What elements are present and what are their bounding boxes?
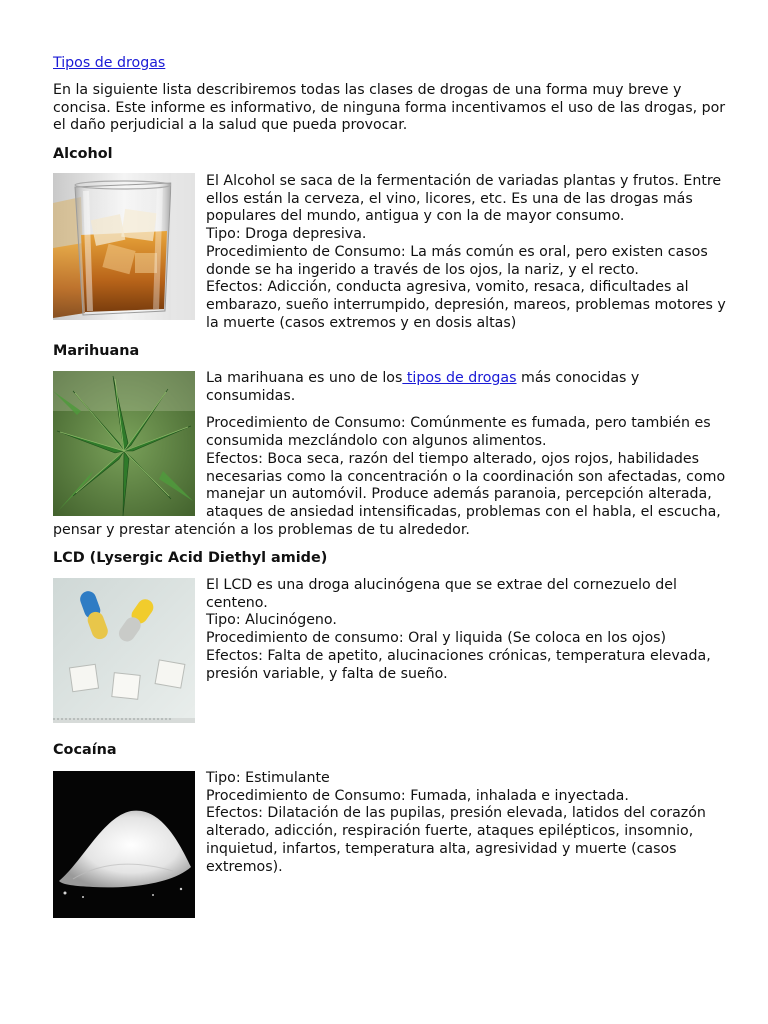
- alcohol-line: El Alcohol se saca de la fermentación de variadas plantas y frutos. Entre: [206, 173, 722, 189]
- alcohol-text: [206, 173, 726, 332]
- lcd-line: centeno.: [206, 594, 268, 611]
- cocaina-text: [206, 770, 718, 876]
- marihuana-intro-line: consumidas.: [206, 387, 296, 404]
- cocaina-line: extremos).: [206, 858, 283, 875]
- marihuana-line: Efectos: Boca seca, razón del tiempo alterado, ojos rojos, habilidades: [206, 450, 699, 467]
- cocaina-heading: Cocaína: [53, 742, 117, 758]
- paragraph-gap: [206, 405, 718, 415]
- lcd-line: Efectos: Falta de apetito, alucinaciones crónicas, temperatura elevada,: [206, 647, 711, 664]
- intro-line: el daño perjudicial a la salud que pueda provocar.: [53, 117, 408, 134]
- lcd-image: [53, 578, 195, 723]
- alcohol-line: Tipo: Droga depresiva.: [206, 226, 367, 243]
- intro-line: En la siguiente lista describiremos todas las clases de drogas de una forma muy breve y: [53, 82, 682, 98]
- alcohol-line: donde se ha ingerido a través de los ojos, la nariz, y el recto.: [206, 261, 639, 278]
- alcohol-heading: Alcohol: [53, 146, 113, 162]
- lcd-line: Tipo: Alucinógeno.: [206, 612, 337, 629]
- marihuana-intro-text: La marihuana es uno de los: [206, 370, 403, 386]
- marihuana-line: manejar un automóvil. Produce además paranoia, percepción alterada,: [206, 486, 712, 503]
- marihuana-text: [206, 370, 726, 522]
- tipos-de-drogas-inline-link[interactable]: tipos de drogas: [402, 370, 517, 386]
- alcohol-line: Procedimiento de Consumo: La más común es oral, pero existen casos: [206, 243, 708, 260]
- marihuana-last-line: pensar y prestar atención a los problemas de tu alrededor.: [53, 522, 470, 538]
- marihuana-image: [53, 371, 195, 516]
- marihuana-line: consumida mezclándolo con algunos alimentos.: [206, 433, 547, 450]
- marihuana-line: necesarias como la concentración o la coordinación son afectadas, como: [206, 468, 726, 485]
- lcd-line: presión variable, y falta de sueño.: [206, 665, 448, 682]
- cocaina-line: alterado, adicción, respiración fuerte, ataques epilépticos, insomnio,: [206, 823, 694, 840]
- alcohol-line: embarazo, sueño interrumpido, depresión, mareos, problemas motores y: [206, 296, 726, 313]
- lcd-text: [206, 577, 718, 683]
- alcohol-image: [53, 173, 195, 320]
- marihuana-intro-line: [206, 370, 718, 388]
- cocaina-line: Efectos: Dilatación de las pupilas, presión elevada, latidos del corazón: [206, 805, 706, 822]
- tipos-de-drogas-link[interactable]: Tipos de drogas: [53, 55, 166, 71]
- lcd-line: El LCD es una droga alucinógena que se extrae del cornezuelo del: [206, 577, 677, 593]
- alcohol-line: Efectos: Adicción, conducta agresiva, vomito, resaca, dificultades al: [206, 279, 689, 296]
- cocaina-line: Tipo: Estimulante: [206, 770, 330, 786]
- cocaina-image: [53, 771, 195, 918]
- cocaina-line: inquietud, infartos, temperatura alta, agresividad y muerte (casos: [206, 840, 677, 857]
- alcohol-line: la muerte (casos extremos y en dosis altas): [206, 314, 517, 331]
- marihuana-line: Procedimiento de Consumo: Comúnmente es fumada, pero también es: [206, 415, 711, 432]
- intro-paragraph: [53, 82, 726, 135]
- alcohol-line: ellos están la cerveza, el vino, licores, etc. Es una de las drogas más: [206, 190, 693, 207]
- lcd-line: Procedimiento de consumo: Oral y liquida (Se coloca en los ojos): [206, 630, 667, 647]
- alcohol-line: populares del mundo, antigua y con la de mayor consumo.: [206, 208, 625, 225]
- cocaina-line: Procedimiento de Consumo: Fumada, inhalada e inyectada.: [206, 787, 629, 804]
- lcd-heading: LCD (Lysergic Acid Diethyl amide): [53, 550, 328, 566]
- intro-line: concisa. Este informe es informativo, de ninguna forma incentivamos el uso de las drogas, por: [53, 99, 726, 116]
- marihuana-line: ataques de ansiedad intensificadas, problemas con el habla, el escucha,: [206, 503, 721, 520]
- marihuana-heading: Marihuana: [53, 343, 140, 359]
- marihuana-intro-text: más conocidas y: [516, 370, 640, 386]
